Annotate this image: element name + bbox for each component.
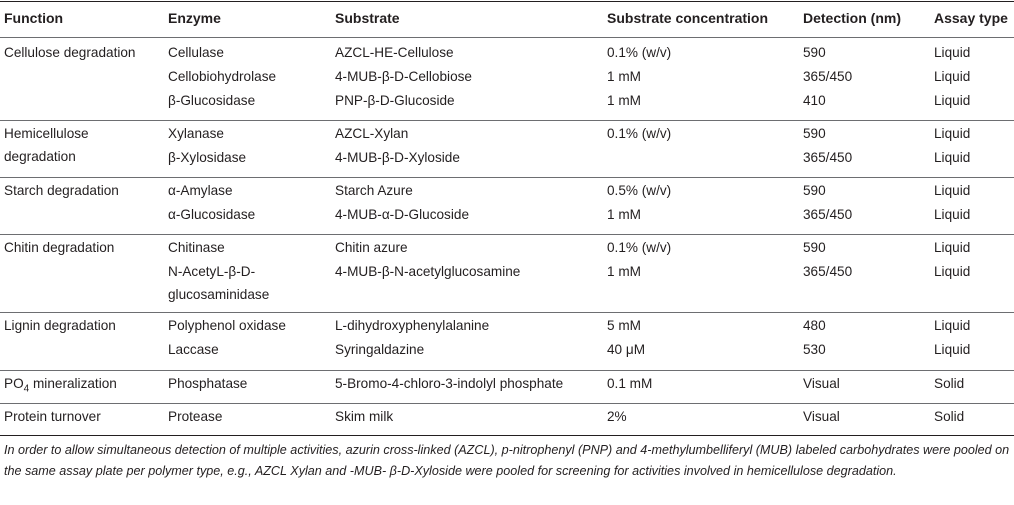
header-function: Function xyxy=(4,10,64,26)
table-cell-substrate: 4-MUB-α-D-Glucoside xyxy=(335,207,469,222)
table-cell-concentration: 40 μM xyxy=(607,342,646,357)
table-cell-enzyme: β-Xylosidase xyxy=(168,150,247,165)
table-cell-concentration: 1 mM xyxy=(607,93,641,108)
table-cell-enzyme: α-Glucosidase xyxy=(168,207,256,222)
table-cell-assay: Liquid xyxy=(934,126,971,141)
table-cell-concentration: 0.1% (w/v) xyxy=(607,126,672,141)
table-cell-detection: 530 xyxy=(803,342,826,357)
table-cell-concentration: 1 mM xyxy=(607,207,641,222)
header-substrate: Substrate xyxy=(335,10,400,26)
function-starch: Starch degradation xyxy=(4,183,119,198)
table-bottom-rule xyxy=(0,435,1014,436)
table-cell-enzyme: Phosphatase xyxy=(168,376,248,391)
table-cell-enzyme: Polyphenol oxidase xyxy=(168,318,286,333)
table-cell-concentration: 1 mM xyxy=(607,69,641,84)
table-cell-detection: 480 xyxy=(803,318,826,333)
table-cell-assay: Liquid xyxy=(934,342,971,357)
table-cell-concentration: 2% xyxy=(607,409,627,424)
table-cell-detection: 590 xyxy=(803,183,826,198)
table-cell-concentration: 0.1% (w/v) xyxy=(607,240,672,255)
table-cell-assay: Liquid xyxy=(934,183,971,198)
group-rule xyxy=(0,177,1014,178)
table-cell-concentration: 5 mM xyxy=(607,318,641,333)
table-cell-detection: 590 xyxy=(803,45,826,60)
table-cell-enzyme: N-AcetyL-β-D-glucosaminidase xyxy=(168,264,270,302)
table-cell-assay: Liquid xyxy=(934,264,971,279)
table-cell-assay: Liquid xyxy=(934,207,971,222)
table-cell-enzyme: Chitinase xyxy=(168,240,225,255)
table-cell-assay: Liquid xyxy=(934,150,971,165)
group-rule xyxy=(0,120,1014,121)
table-cell-detection: 410 xyxy=(803,93,826,108)
table-cell-assay: Liquid xyxy=(934,69,971,84)
table-cell-substrate: AZCL-Xylan xyxy=(335,126,409,141)
table-cell-enzyme: Cellulase xyxy=(168,45,224,60)
function-chitin: Chitin degradation xyxy=(4,240,115,255)
table-cell-concentration: 0.1% (w/v) xyxy=(607,45,672,60)
group-rule xyxy=(0,312,1014,313)
table-cell-detection: Visual xyxy=(803,409,840,424)
table-top-rule xyxy=(0,1,1014,2)
table-cell-assay: Liquid xyxy=(934,45,971,60)
table-cell-detection: Visual xyxy=(803,376,840,391)
table-cell-substrate: PNP-β-D-Glucoside xyxy=(335,93,455,108)
table-cell-enzyme: Laccase xyxy=(168,342,219,357)
table-cell-enzyme: Cellobiohydrolase xyxy=(168,69,277,84)
table-cell-substrate: 5-Bromo-4-chloro-3-indolyl phosphate xyxy=(335,376,564,391)
table-cell-enzyme: Xylanase xyxy=(168,126,224,141)
function-protein: Protein turnover xyxy=(4,409,101,424)
table-cell-detection: 365/450 xyxy=(803,69,853,84)
function-po4-mineralization xyxy=(4,372,117,395)
group-rule xyxy=(0,370,1014,371)
table-cell-assay: Liquid xyxy=(934,240,971,255)
table-cell-detection: 590 xyxy=(803,126,826,141)
header-assay-type: Assay type xyxy=(934,10,1008,26)
header-rule xyxy=(0,37,1014,38)
table-cell-substrate: Skim milk xyxy=(335,409,394,424)
mineralization-text: mineralization xyxy=(29,376,117,391)
function-lignin: Lignin degradation xyxy=(4,318,116,333)
table-cell-detection: 365/450 xyxy=(803,150,853,165)
table-cell-concentration: 0.5% (w/v) xyxy=(607,183,672,198)
function-hemicellulose: Hemicellulose degradation xyxy=(4,126,89,164)
table-cell-detection: 590 xyxy=(803,240,826,255)
table-cell-substrate: Chitin azure xyxy=(335,240,408,255)
table-cell-assay: Solid xyxy=(934,409,965,424)
table-cell-substrate: AZCL-HE-Cellulose xyxy=(335,45,454,60)
table-cell-substrate: 4-MUB-β-N-acetylglucosamine xyxy=(335,264,521,279)
table-cell-substrate: L-dihydroxyphenylalanine xyxy=(335,318,490,333)
po-text: PO xyxy=(4,376,24,391)
table-cell-substrate: Starch Azure xyxy=(335,183,413,198)
table-cell-assay: Liquid xyxy=(934,93,971,108)
table-cell-substrate: Syringaldazine xyxy=(335,342,425,357)
table-cell-enzyme: α-Amylase xyxy=(168,183,233,198)
po-subscript: 4 xyxy=(23,383,30,395)
group-rule xyxy=(0,234,1014,235)
group-rule xyxy=(0,403,1014,404)
table-cell-concentration: 1 mM xyxy=(607,264,641,279)
table-cell-detection: 365/450 xyxy=(803,264,853,279)
table-cell-enzyme: Protease xyxy=(168,409,223,424)
table-cell-assay: Solid xyxy=(934,376,965,391)
table-cell-detection: 365/450 xyxy=(803,207,853,222)
function-cellulose: Cellulose degradation xyxy=(4,45,136,60)
header-detection: Detection (nm) xyxy=(803,10,901,26)
table-cell-assay: Liquid xyxy=(934,318,971,333)
table-cell-enzyme: β-Glucosidase xyxy=(168,93,256,108)
table-footnote: In order to allow simultaneous detection of multiple activities, azurin cross-linked (AZCL), p-nitrophenyl (PNP) and 4-methylumbelliferyl (MUB) labeled carbohydrates were pooled on the same assay plate per polymer type, e.g., AZCL Xylan and -MUB- β-D-Xyloside were pooled for screening for activities involved in hemicellulose degradation. xyxy=(4,443,1010,478)
table-cell-concentration: 0.1 mM xyxy=(607,376,653,391)
table-cell-substrate: 4-MUB-β-D-Xyloside xyxy=(335,150,460,165)
header-substrate-concentration: Substrate concentration xyxy=(607,10,769,26)
table-cell-substrate: 4-MUB-β-D-Cellobiose xyxy=(335,69,472,84)
header-enzyme: Enzyme xyxy=(168,10,221,26)
